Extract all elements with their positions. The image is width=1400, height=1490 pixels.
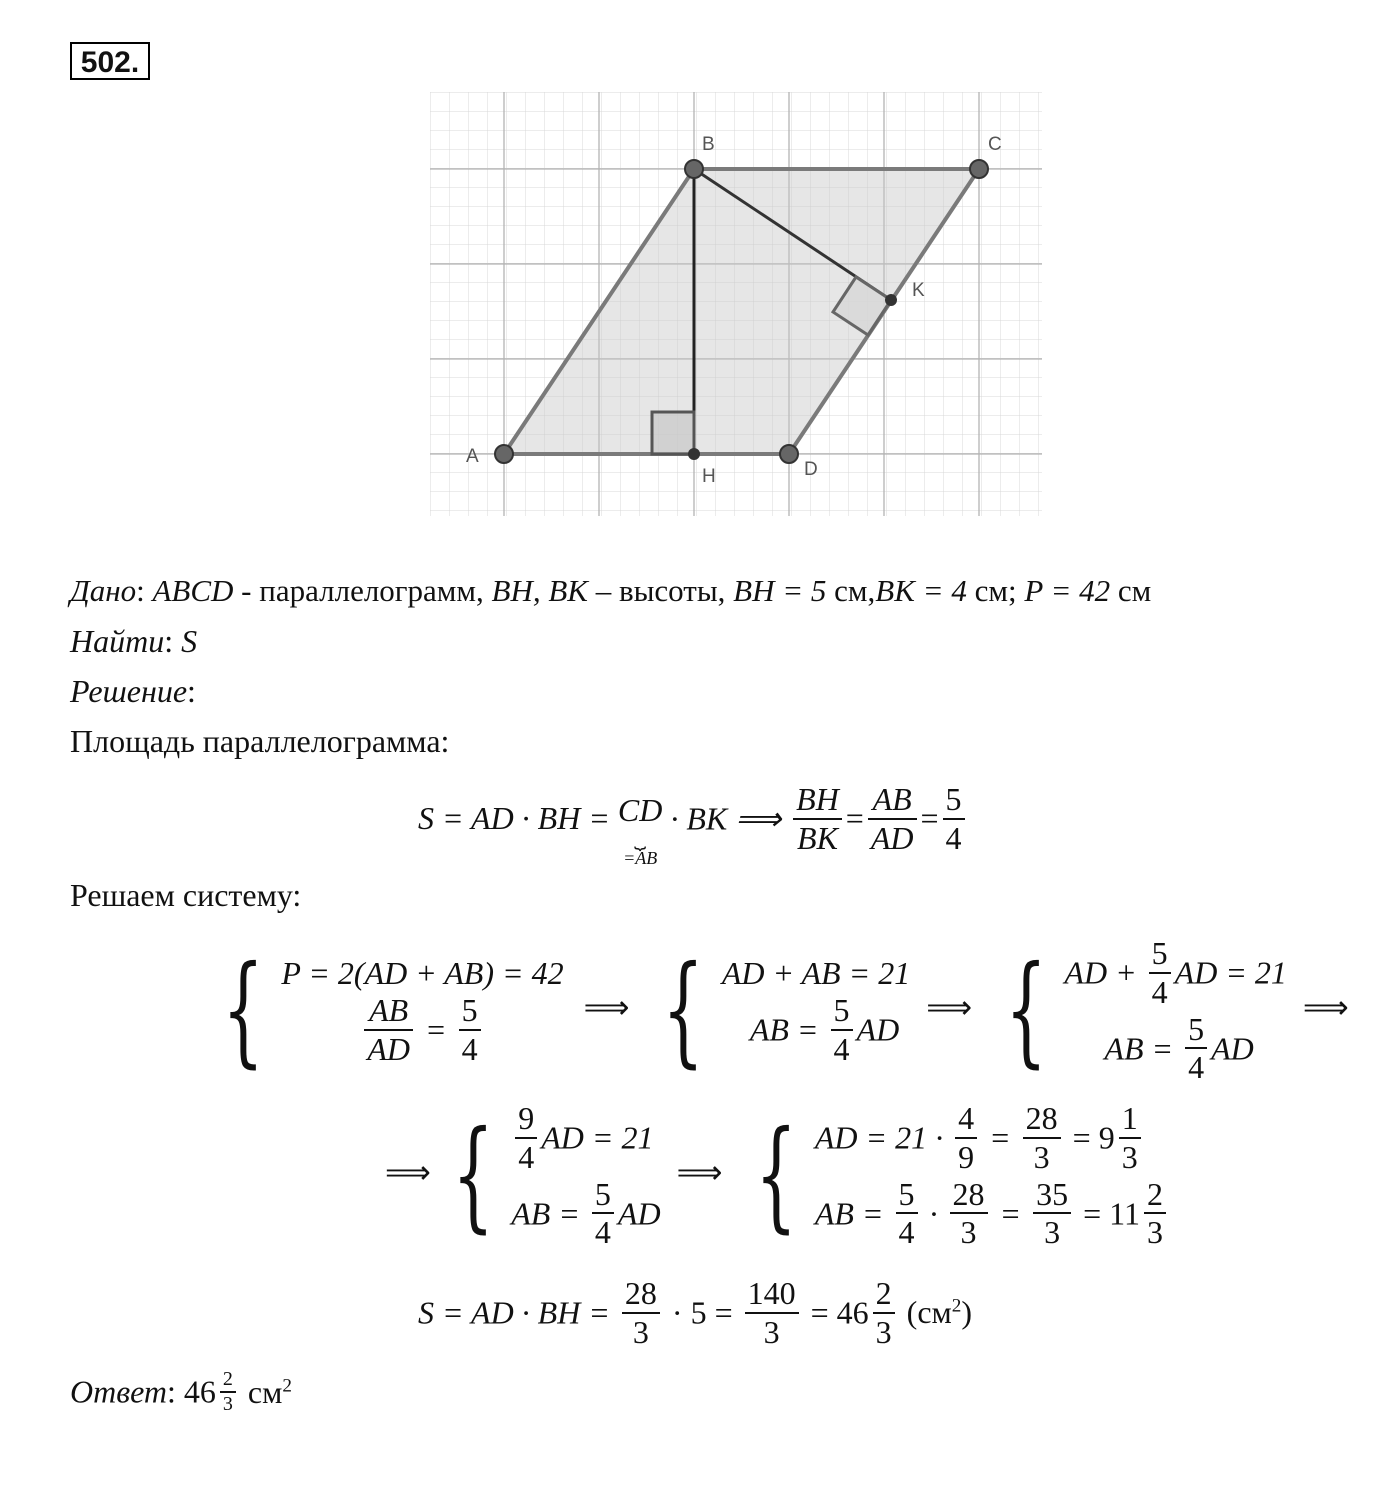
label-c: C bbox=[988, 134, 1002, 155]
point-k bbox=[885, 294, 897, 306]
label-h: H bbox=[702, 466, 716, 487]
problem-number: 502. bbox=[70, 42, 150, 80]
given-label: Дано bbox=[70, 573, 137, 608]
area-heading: Площадь параллелограмма: bbox=[70, 723, 450, 759]
answer-line: Ответ: 46 $\frac{2}{3}$ $см^2$ bbox=[70, 1368, 292, 1415]
given-line: Дано: ABCD - параллелограмм, BH, BK – высоты, BH = 5 см,BK = 4 см; P = 42 см bbox=[70, 573, 1152, 608]
system-row-1: { P = 2(AD + AB) = 42 $\frac{AB}{AD}$ = $\frac{5}{4}$ ⟹ { AD + AB = 21 AB = $\frac{5}{4}$ AD ⟹ { AD + $\frac{5}{4}$ AD = 21 AB = $\frac{5}{4}$ AD ⟹ bbox=[222, 935, 1349, 1086]
label-k: K bbox=[912, 280, 925, 301]
system-row-2: ⟹ { $\frac{9}{4}$ AD = 21 AB = $\frac{5}{4}$ AD ⟹ { AD = 21 · $\frac{4}{9}$ = $\frac{28}{3}$ = 9 $\frac{1}{3}$ AB = $\frac{5}{4}$ · $\frac{28}{3}$ = $\frac{35}{3}$ = 11 $\frac{2}{3}$ bbox=[385, 1100, 1170, 1251]
label-b: B bbox=[702, 134, 715, 155]
find-line: Найти: S bbox=[70, 623, 198, 659]
right-angle-h bbox=[652, 412, 694, 454]
point-b bbox=[685, 160, 703, 178]
label-a: A bbox=[466, 446, 479, 467]
area-formula: S = AD · BH = CD ⏟ =AB · BK ⟹ $\frac{BH}{BK}$ = $\frac{AB}{AD}$ = $\frac{5}{4}$ bbox=[418, 770, 969, 867]
point-d bbox=[780, 445, 798, 463]
point-a bbox=[495, 445, 513, 463]
parallelogram-diagram bbox=[430, 92, 1042, 516]
label-d: D bbox=[804, 459, 818, 480]
system-heading: Решаем систему: bbox=[70, 877, 302, 913]
point-h bbox=[688, 448, 700, 460]
solution-line: Решение: bbox=[70, 673, 196, 709]
final-area-formula: S = AD · BH = $\frac{28}{3}$ · 5 = $\frac{140}{3}$ = 46 $\frac{2}{3}$ $(см^2)$ bbox=[418, 1275, 973, 1350]
point-c bbox=[970, 160, 988, 178]
